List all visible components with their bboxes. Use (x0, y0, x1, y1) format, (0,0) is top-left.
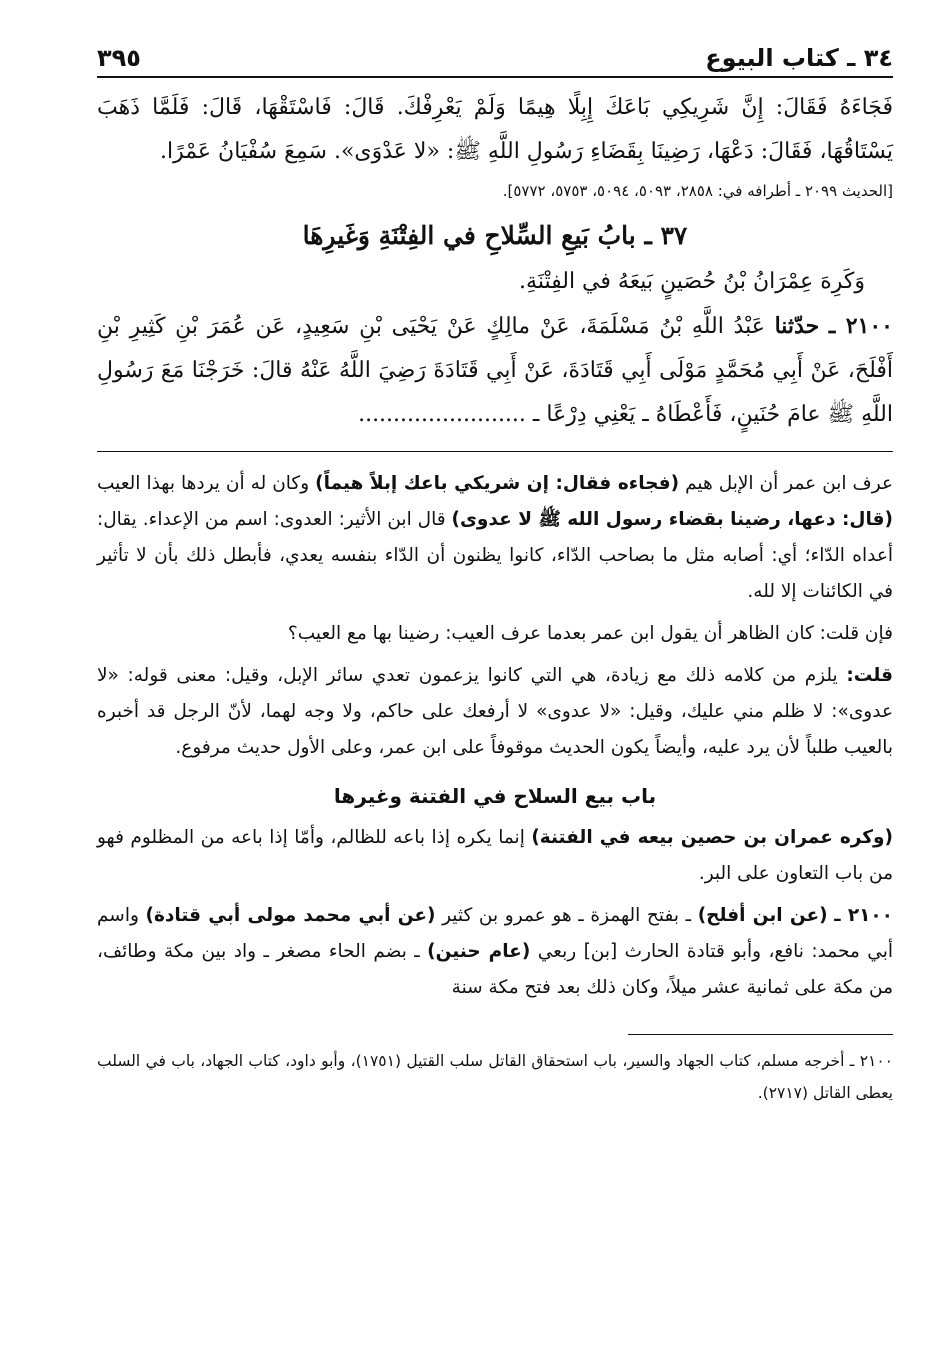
chapter-title: ٣٤ ـ كتاب البيوع (705, 44, 893, 72)
commentary-separator (97, 451, 893, 452)
footnote-rule (628, 1034, 893, 1035)
sharh-text: إنما يكره إذا باعه للظالم، وأمّا إذا باعه من المظلوم فهو من باب التعاون على البر. (97, 827, 893, 884)
header-rule (97, 76, 893, 78)
running-head (97, 30, 893, 72)
bab-title: ٣٧ ـ بابُ بَيعِ السِّلاحِ في الفِتْنَةِ وَغَيرِهَا (302, 221, 688, 250)
sharh-text: يلزم من كلامه ذلك مع زيادة، هي التي كانوا يزعمون تعدي سائر الإبل، وقيل: معنى قوله: «لا عدوى»: لا ظلم مني عليك، وقيل: «لا عدوى» لا أرفعك على حاكم، ولا وجه لهما، لأنّ الرجل قد أخبره بالعيب طلباً لأن يرد عليه، وأيضاً يكون الحديث موقوفاً على ابن عمر، وعلى الأول حديث مرفوع. (97, 665, 893, 758)
sharh-qultu: قلت: (846, 665, 893, 686)
sharh-text: عرف ابن عمر أن الإبل هيم (685, 473, 893, 494)
hadith-continuation: فَجَاءَهُ فَقَالَ: إِنَّ شَرِيكِي بَاعَكَ إِبِلًا هِيمًا وَلَمْ يَعْرِفْكَ. قَالَ: فَاسْتَقْهَا، قَالَ: فَلَمَّا ذَهَبَ يَسْتَاقُهَا، فَقَالَ: دَعْهَا، رَضِينَا بِقَضَاءِ رَسُولِ اللَّهِ ﷺ: «لا عَدْوَى». سَمِعَ سُفْيَانُ عَمْرًا. (97, 95, 893, 164)
sharh-quote: (عن أبي محمد مولى أبي قتادة) (145, 905, 436, 926)
hadith-number: ٢١٠٠ ـ (828, 313, 893, 339)
hadith-text: عَبْدُ اللَّهِ بْنُ مَسْلَمَةَ، عَنْ مالِكٍ عَنْ يَحْيَى بْنِ سَعِيدٍ، عَن عُمَرَ بْنِ كَثِيرِ بْنِ أَفْلَحَ، عَنْ أَبِي مُحَمَّدٍ مَوْلَى أَبِي قَتَادَةَ، عَنْ أَبِي قَتَادَةَ رَضِيَ اللَّهُ عَنْهُ قالَ: خَرَجْنَا مَعَ رَسُولِ اللَّهِ ﷺ عامَ حُنَينٍ، فَأَعْطَاهُ ـ يَعْنِي دِرْعًا ـ (97, 314, 893, 427)
sharh-paragraph-1 (97, 466, 893, 610)
hadith-2100 (97, 304, 893, 437)
book-page (97, 30, 893, 1109)
sharh-quote: (وكره عمران بن حصين بيعه في الفتنة) (531, 827, 893, 848)
sharh-quote: (قال: دعها، رضينا بقضاء رسول الله ﷺ لا عدوى) (451, 509, 893, 530)
hadith-atraf: [الحديث ٢٠٩٩ ـ أطرافه في: ٢٨٥٨، ٥٠٩٣، ٥٠٩٤، ٥٧٥٣، ٥٧٧٢]. (502, 182, 893, 200)
sharh-paragraph-4 (97, 820, 893, 892)
bab-tarjama: وَكَرِهَ عِمْرَانُ بْنُ حُصَينٍ بَيعَهُ في الفِتْنَةِ. (519, 269, 865, 294)
sharh-quote: (عام حنين) (427, 941, 531, 962)
sharh-bab-title: باب بيع السلاح في الفتنة وغيرها (333, 784, 657, 808)
sharh-quote: (فجاءه فقال: إن شريكي باعك إبلاً هيماً) (315, 473, 680, 494)
page-number: ٣٩٥ (97, 44, 141, 72)
sharh-text: قال ابن الأثير: العدوى: اسم من الإعداء. يقال: أعداه الدّاء؛ أي: أصابه مثل ما بصاحب الدّاء، كانوا يظنون أن الدّاء بنفسه يعدي، فأبطل ذلك بأن لا تأثير في الكائنات إلا لله. (97, 509, 893, 602)
hadith-haddathana: حدّثنا (774, 313, 820, 339)
sharh-paragraph-2: فإن قلت: كان الظاهر أن يقول ابن عمر بعدما عرف العيب: رضينا بها مع العيب؟ (287, 623, 893, 644)
sharh-text: واسم أبي محمد: نافع، وأبو قتادة الحارث [بن] ربعي (97, 905, 893, 962)
sharh-text: ـ بفتح الهمزة ـ هو عمرو بن كثير (442, 905, 692, 926)
sharh-quote: (عن ابن أفلح) (697, 905, 828, 926)
sharh-text: ـ بضم الحاء مصغر ـ واد بين مكة وطائف، من مكة على ثمانية عشر ميلاً، وكان ذلك بعد فتح مكة سنة (97, 941, 893, 998)
footnote-2100: ٢١٠٠ ـ أخرجه مسلم، كتاب الجهاد والسير، باب استحقاق القاتل سلب القتيل (١٧٥١)، وأبو داود، كتاب الجهاد، باب في السلب يعطى القاتل (٢٧١٧). (97, 1052, 893, 1102)
continuation-dots: ........................ (358, 402, 526, 427)
sharh-hadith-number: ٢١٠٠ ـ (834, 905, 893, 926)
sharh-paragraph-3 (97, 658, 893, 766)
sharh-paragraph-5 (97, 898, 893, 1006)
sharh-text: وكان له أن يردها بهذا العيب (97, 473, 310, 494)
